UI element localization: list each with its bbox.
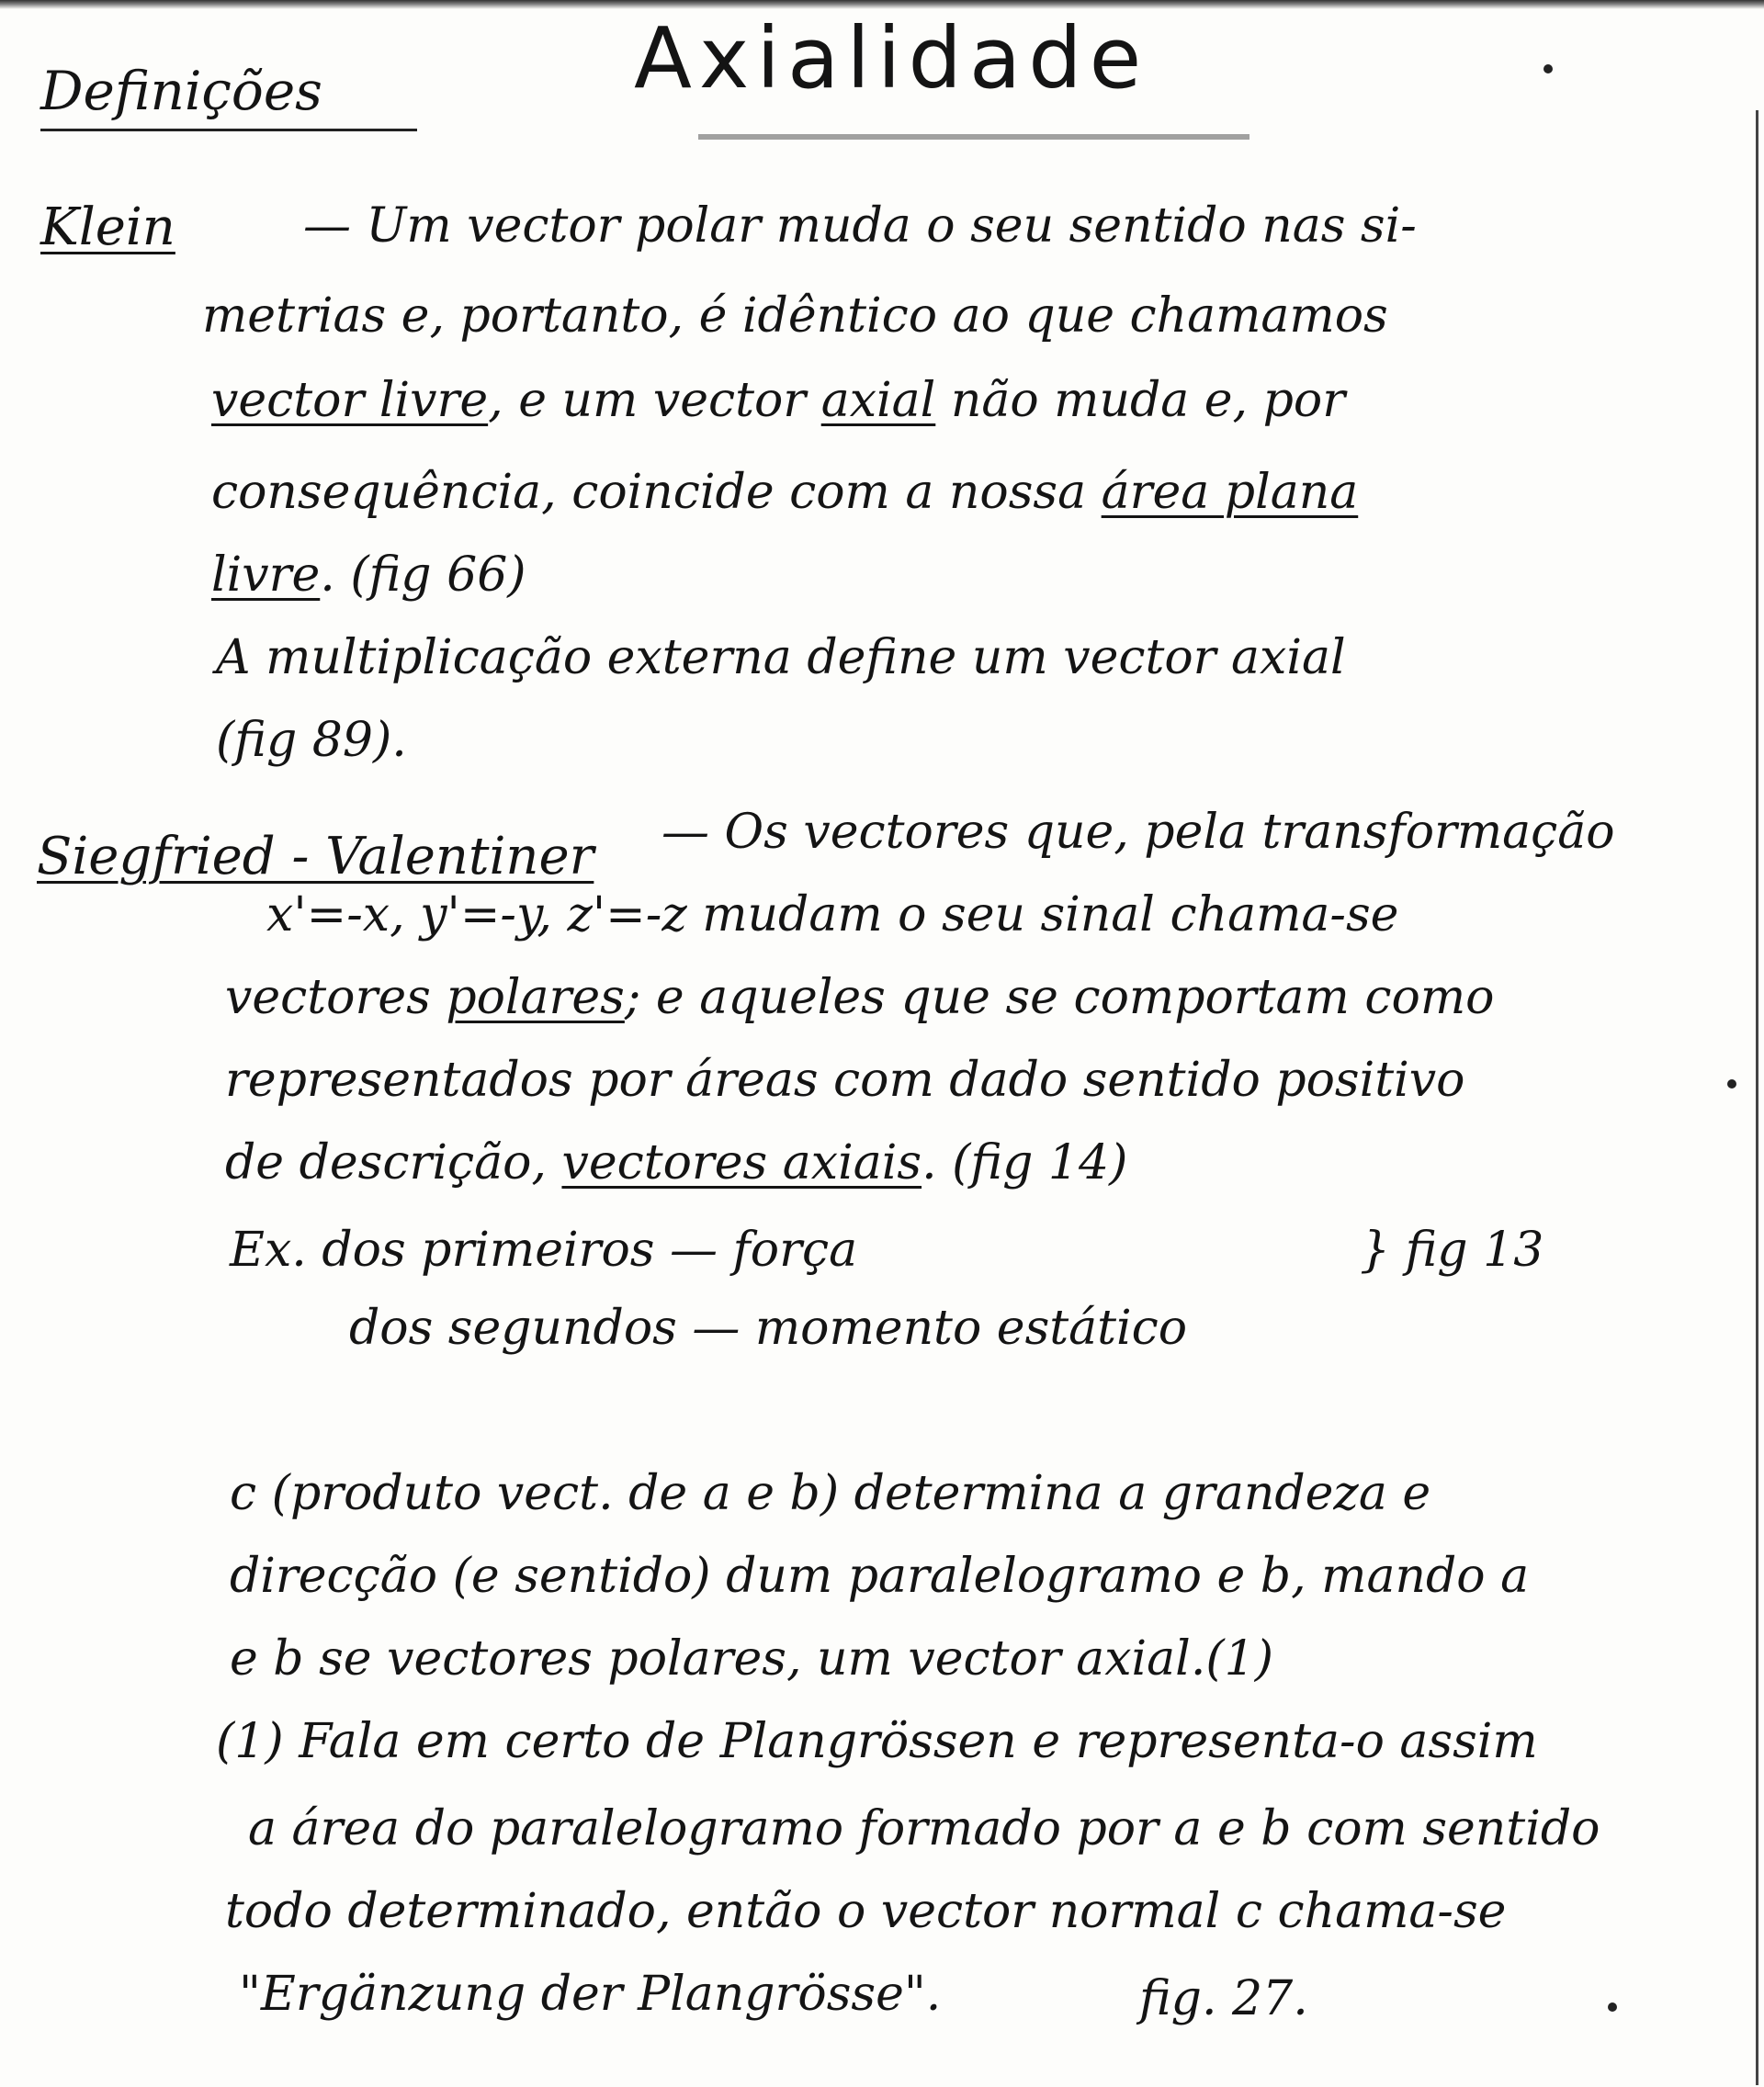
term: área plana	[1101, 465, 1359, 520]
author-label: Klein	[40, 197, 175, 257]
figure-reference: fig. 27.	[1139, 1971, 1308, 2026]
footnote-line: (1) Fala em certo de Plangrössen e representa-o assim	[216, 1714, 1538, 1769]
text-line: direcção (e sentido) dum paralelogramo e b, mando a	[230, 1549, 1530, 1604]
ink-dot	[1608, 2002, 1617, 2012]
text-line: representados por áreas com dado sentido positivo	[225, 1053, 1465, 1108]
term: livre	[211, 547, 321, 603]
text-line	[225, 1135, 1128, 1190]
text-line: dos segundos — momento estático	[349, 1301, 1188, 1356]
text-span: . (fig 66)	[320, 547, 526, 603]
text-span: chama-se	[1170, 887, 1399, 942]
ink-dot	[1727, 1079, 1736, 1089]
term: polares	[446, 970, 625, 1025]
text-span: não muda e, por	[950, 373, 1346, 428]
text-span: vectores	[225, 970, 431, 1025]
text-line: metrias e, portanto, é idêntico ao que chamamos	[202, 288, 1388, 344]
text-span: de descrição,	[225, 1135, 547, 1190]
scan-edge	[1756, 110, 1758, 2085]
term: axial	[820, 373, 936, 428]
text-line: A multiplicação externa define um vector axial	[216, 630, 1346, 685]
text-span: ; e aqueles que se comportam como	[624, 970, 1495, 1025]
footnote-line: a área do paralelogramo formado por a e b com sentido	[248, 1801, 1600, 1856]
text-span: , e um vector	[488, 373, 807, 428]
footnote-line: todo determinado, então o vector normal c chama-se	[225, 1884, 1507, 1939]
heading-underline	[40, 129, 417, 131]
term: vector livre	[211, 373, 489, 428]
footnote-line: "Ergänzung der Plangrösse".	[239, 1967, 942, 2022]
text-line	[211, 373, 1346, 428]
text-line	[225, 970, 1495, 1025]
author-label: Siegfried - Valentiner	[37, 827, 594, 886]
author-name	[37, 827, 594, 886]
text-line	[266, 887, 1399, 942]
text-line: c (produto vect. de a e b) determina a grandeza e	[230, 1466, 1431, 1521]
scan-edge	[0, 0, 1764, 9]
text-line: (fig 89).	[216, 713, 407, 768]
text-line: — Os vectores que, pela transformação	[662, 805, 1615, 860]
text-line	[211, 465, 1359, 520]
ink-dot	[1544, 64, 1553, 73]
text-span: consequência, coincide com a nossa	[211, 465, 1087, 520]
page-title: Axialidade	[634, 9, 1149, 107]
text-line: } fig 13	[1360, 1223, 1544, 1278]
section-heading: Definições	[40, 60, 322, 122]
text-line: e b se vectores polares, um vector axial.(1)	[230, 1631, 1274, 1687]
text-line: Ex. dos primeiros — força	[230, 1223, 858, 1278]
term: vectores axiais	[561, 1135, 922, 1190]
title-underline	[698, 134, 1250, 140]
text-span: x'=-x, y'=-y, z'=-z mudam o seu sinal	[266, 887, 1155, 942]
text-span: . (fig 14)	[922, 1135, 1128, 1190]
author-name	[40, 197, 175, 257]
text-line	[211, 547, 526, 603]
text-line: — Um vector polar muda o seu sentido nas si-	[303, 198, 1417, 254]
